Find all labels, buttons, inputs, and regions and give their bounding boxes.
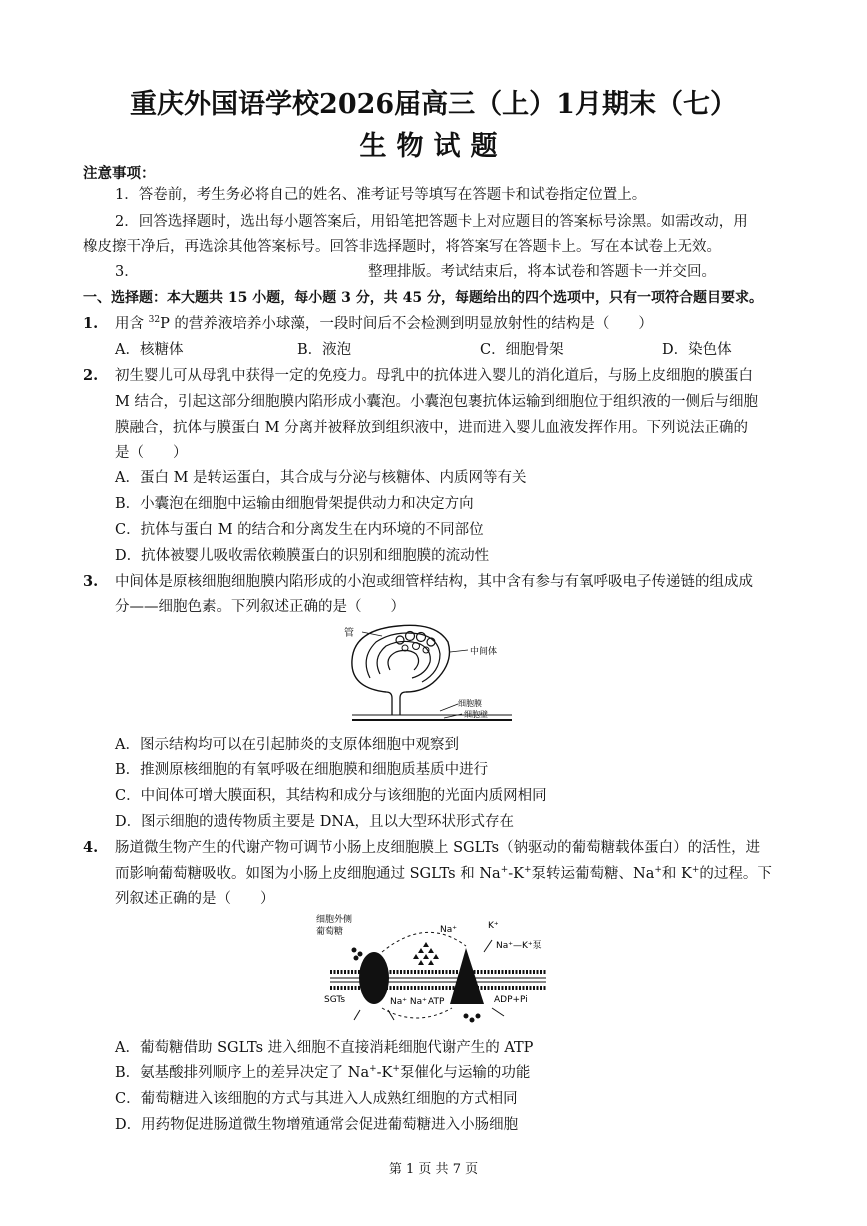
- question-4-number: 4.: [83, 839, 99, 856]
- q1-stem-pre: 用含: [115, 316, 149, 332]
- q2-option-c: C．抗体与蛋白 M 的结合和分离发生在内环境的不同部位: [115, 522, 484, 538]
- q1-stem-post: P 的营养液培养小球藻，一段时间后不会检测到明显放射性的结构是（ ）: [160, 316, 653, 332]
- q1-option-b: B．液泡: [297, 342, 352, 358]
- question-1-stem: [115, 314, 653, 334]
- q2-line-4: 是（ ）: [115, 445, 188, 461]
- sup-plus: +: [691, 865, 700, 876]
- label-k-top: K⁺: [488, 921, 499, 931]
- question-3-number: 3.: [83, 573, 99, 590]
- sup-plus: +: [523, 865, 532, 876]
- label-mesosome: 中间体: [470, 647, 498, 657]
- q2-option-d: D．抗体被婴儿吸收需依赖膜蛋白的识别和细胞膜的流动性: [115, 548, 490, 564]
- q3-line-1: 中间体是原核细胞细胞膜内陷形成的小泡或细管样结构，其中含有参与有氧呼吸电子传递链的组成成: [115, 574, 753, 590]
- notice-item-2b: 橡皮擦干净后，再选涂其他答案标号。回答非选择题时，将答案写在答题卡上。写在本试卷上无效。: [83, 239, 721, 255]
- notice-item-3a: 3．: [115, 264, 139, 280]
- q4-line-1: 肠道微生物产生的代谢产物可调节小肠上皮细胞膜上 SGLTs（钠驱动的葡萄糖载体蛋白）的活性，进: [115, 840, 761, 856]
- q4-option-c: C．葡萄糖进入该细胞的方式与其进入人成熟红细胞的方式相同: [115, 1091, 518, 1107]
- q2-line-2: M 结合，引起这部分细胞膜内陷形成小囊泡。小囊泡包裹抗体运输到细胞位于组织液的一侧后与细胞: [115, 394, 758, 410]
- q4-l2-pre: 而影响葡萄糖吸收。如图为小肠上皮细胞通过 SGLTs 和 Na: [115, 866, 501, 882]
- notice-item-1: 1．答卷前，考生务必将自己的姓名、准考证号等填写在答题卡和试卷指定位置上。: [115, 187, 647, 203]
- section-heading: 一、选择题：本大题共 15 小题，每小题 3 分，共 45 分，每题给出的四个选项中，只有一项符合题目要求。: [83, 290, 763, 306]
- label-tube: 管: [344, 628, 354, 639]
- q4-line-2: [115, 864, 772, 884]
- page-subtitle: 生物试题: [359, 131, 508, 162]
- label-na-top: Na⁺: [440, 925, 457, 935]
- q3-line-2: 分——细胞色素。下列叙述正确的是（ ）: [115, 599, 405, 615]
- q1-option-c: C．细胞骨架: [480, 342, 564, 358]
- mesosome-diagram: [340, 618, 520, 728]
- notice-item-3b: 整理排版。考试结束后，将本试卷和答题卡一并交回。: [368, 264, 716, 280]
- q4-b-pre: B．氨基酸排列顺序上的差异决定了 Na: [115, 1065, 370, 1081]
- q4-l2-post: 的过程。下: [699, 866, 772, 882]
- q4-option-b: [115, 1063, 530, 1083]
- q1-option-d: D．染色体: [662, 342, 732, 358]
- q4-b-mid: -K: [376, 1065, 393, 1081]
- q2-line-1: 初生婴儿可从母乳中获得一定的免疫力。母乳中的抗体进入婴儿的消化道后，与肠上皮细胞的膜蛋白: [115, 368, 753, 384]
- label-adp: ADP+Pi: [494, 995, 528, 1005]
- q3-option-c: C．中间体可增大膜面积，其结构和成分与该细胞的光面内质网相同: [115, 788, 547, 804]
- question-1-number: 1.: [83, 315, 99, 332]
- q4-line-3: 列叙述正确的是（ ）: [115, 891, 275, 907]
- q1-stem-sup: 32: [148, 315, 161, 326]
- notice-heading: 注意事项：: [83, 165, 156, 182]
- q4-b-post: 泵催化与运输的功能: [399, 1065, 531, 1081]
- notice-item-2a: 2．回答选择题时，选出每小题答案后，用铅笔把答题卡上对应题目的答案标号涂黑。如需改动，用: [115, 214, 748, 230]
- sup-plus: +: [369, 1064, 377, 1075]
- q4-option-a: A．葡萄糖借助 SGLTs 进入细胞不直接消耗细胞代谢产生的 ATP: [115, 1040, 534, 1056]
- q4-l2-mid3: 和 K: [661, 866, 692, 882]
- sglt-protein: [359, 952, 389, 1004]
- page-footer: 第 1 页 共 7 页: [388, 1162, 479, 1177]
- q4-l2-mid1: -K: [508, 866, 524, 882]
- q3-option-a: A．图示结构均可以在引起肺炎的支原体细胞中观察到: [115, 737, 459, 753]
- page-title: 重庆外国语学校2026届高三（上）1月期末（七）: [130, 89, 737, 120]
- sup-plus: +: [654, 865, 662, 876]
- question-2-number: 2.: [83, 367, 99, 384]
- sup-plus: +: [392, 1064, 400, 1075]
- q2-option-a: A．蛋白 M 是转运蛋白，其合成与分泌与核糖体、内质网等有关: [115, 470, 527, 486]
- q4-l2-mid2: 泵转运葡萄糖、Na: [531, 866, 655, 882]
- q3-option-b: B．推测原核细胞的有氧呼吸在细胞膜和细胞质基质中进行: [115, 762, 489, 778]
- q1-option-a: A．核糖体: [115, 342, 184, 358]
- label-cell-membrane: 细胞膜: [458, 699, 482, 708]
- label-pump: Na⁺—K⁺泵: [496, 941, 542, 951]
- q3-option-d: D．图示细胞的遗传物质主要是 DNA，且以大型环状形式存在: [115, 814, 515, 830]
- sup-plus: +: [500, 865, 509, 876]
- q2-option-b: B．小囊泡在细胞中运输由细胞骨架提供动力和决定方向: [115, 496, 474, 512]
- label-na-bottom: Na⁺ Na⁺: [390, 997, 427, 1007]
- label-atp: ATP: [428, 997, 445, 1007]
- label-outside: 细胞外侧: [316, 915, 353, 925]
- q4-option-d: D．用药物促进肠道微生物增殖通常会促进葡萄糖进入小肠细胞: [115, 1117, 519, 1133]
- membrane-transport-diagram: [316, 912, 556, 1032]
- label-cell-wall: 细胞壁: [464, 710, 488, 719]
- label-sglts: SGTs: [324, 995, 346, 1005]
- q2-line-3: 膜融合，抗体与膜蛋白 M 分离并被释放到组织液中，进而进入婴儿血液发挥作用。下列说法正确的: [115, 420, 749, 436]
- label-glucose: 葡萄糖: [316, 927, 344, 937]
